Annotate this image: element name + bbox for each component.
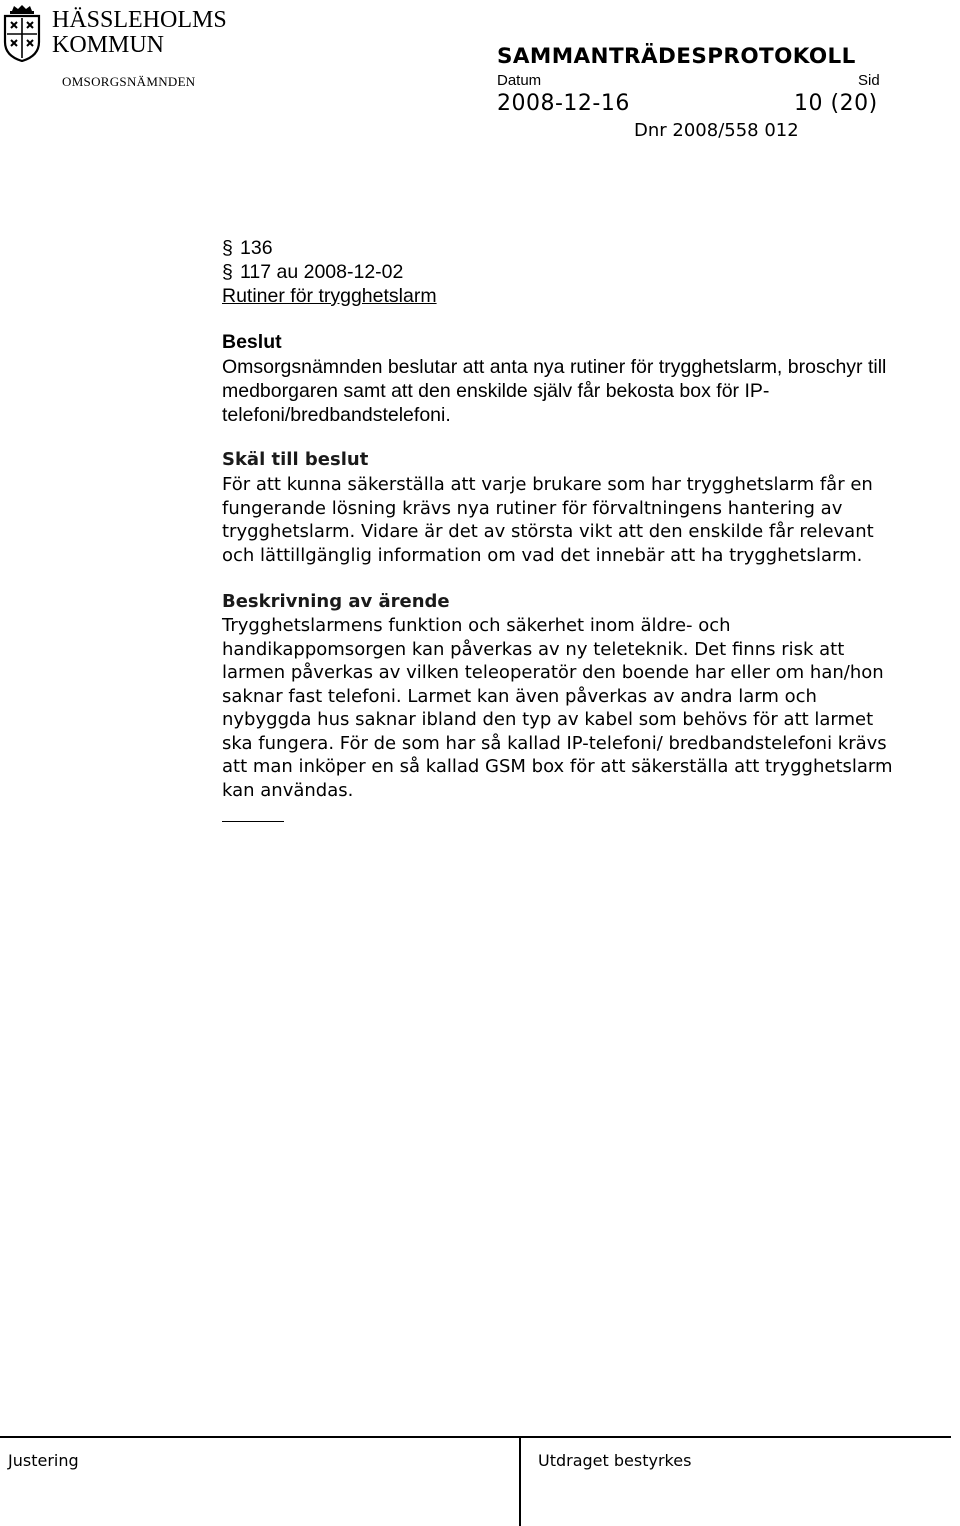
municipality-line2: KOMMUN xyxy=(52,32,165,58)
beskrivning-heading: Beskrivning av ärende xyxy=(222,591,450,612)
beskrivning-line: Trygghetslarmens funktion och säkerhet inom äldre- och xyxy=(222,615,731,636)
footer-utdraget: Utdraget bestyrkes xyxy=(538,1451,692,1470)
beslut-heading: Beslut xyxy=(222,331,282,353)
municipal-crest-icon xyxy=(2,4,42,62)
skal-line: trygghetslarm. Vidare är det av största vikt att den enskilde får relevant xyxy=(222,521,874,542)
paragraph-ref-line xyxy=(222,260,437,284)
skal-text xyxy=(222,473,960,567)
diary-number: Dnr 2008/558 012 xyxy=(634,120,799,141)
paragraph-header xyxy=(222,236,437,308)
section-symbol: § xyxy=(222,261,233,283)
skal-line: För att kunna säkerställa att varje brukare som har trygghetslarm får en xyxy=(222,474,873,495)
end-divider xyxy=(222,821,284,822)
footer-divider xyxy=(0,1436,951,1438)
paragraph-number-line xyxy=(222,236,437,260)
page-number: 10 (20) xyxy=(794,91,878,116)
section-symbol: § xyxy=(222,237,233,259)
beskrivning-line: larmen påverkas av vilken teleoperatör den boende har eller om han/hon xyxy=(222,662,884,683)
skal-line: fungerande lösning krävs nya rutiner för förvaltningens hantering av xyxy=(222,497,843,519)
beskrivning-line: nybyggda hus saknar ibland den typ av kabel som behövs för att larmet xyxy=(222,709,874,730)
meeting-date: 2008-12-16 xyxy=(497,91,630,116)
date-label: Datum xyxy=(497,72,542,89)
paragraph-ref: 117 au 2008-12-02 xyxy=(240,261,404,283)
paragraph-number: 136 xyxy=(240,237,273,259)
page-label: Sid xyxy=(858,72,880,89)
municipality-line1: HÄSSLEHOLMS xyxy=(52,7,227,33)
municipality-name xyxy=(52,8,227,58)
footer-justering: Justering xyxy=(8,1451,79,1470)
skal-line: och lättillgänglig information om vad det innebär att ha trygghetslarm. xyxy=(222,544,863,566)
document-type: SAMMANTRÄDESPROTOKOLL xyxy=(497,44,856,69)
beskrivning-line: handikappomsorgen kan påverkas av ny teleteknik. Det finns risk att xyxy=(222,638,845,660)
paragraph-title: Rutiner för trygghetslarm xyxy=(222,285,437,307)
beslut-text: Omsorgsnämnden beslutar att anta nya rutiner för trygghetslarm, broschyr till medborgaren samt att den enskilde själv får bekosta box för IP-telefoni/bredbandstelefoni. xyxy=(222,356,887,426)
beskrivning-text xyxy=(222,614,960,802)
beskrivning-line: att man inköper en så kallad GSM box för att säkerställa att trygghetslarm xyxy=(222,756,893,777)
beskrivning-line: kan användas. xyxy=(222,779,354,801)
beskrivning-line: saknar fast telefoni. Larmet kan även påverkas av andra larm och xyxy=(222,685,817,707)
footer-vertical-divider xyxy=(519,1437,521,1526)
skal-heading: Skäl till beslut xyxy=(222,449,369,470)
beskrivning-line: ska fungera. För de som har så kallad IP-telefoni/ bredbandstelefoni krävs xyxy=(222,732,887,754)
department-name: OMSORGSNÄMNDEN xyxy=(62,74,196,89)
